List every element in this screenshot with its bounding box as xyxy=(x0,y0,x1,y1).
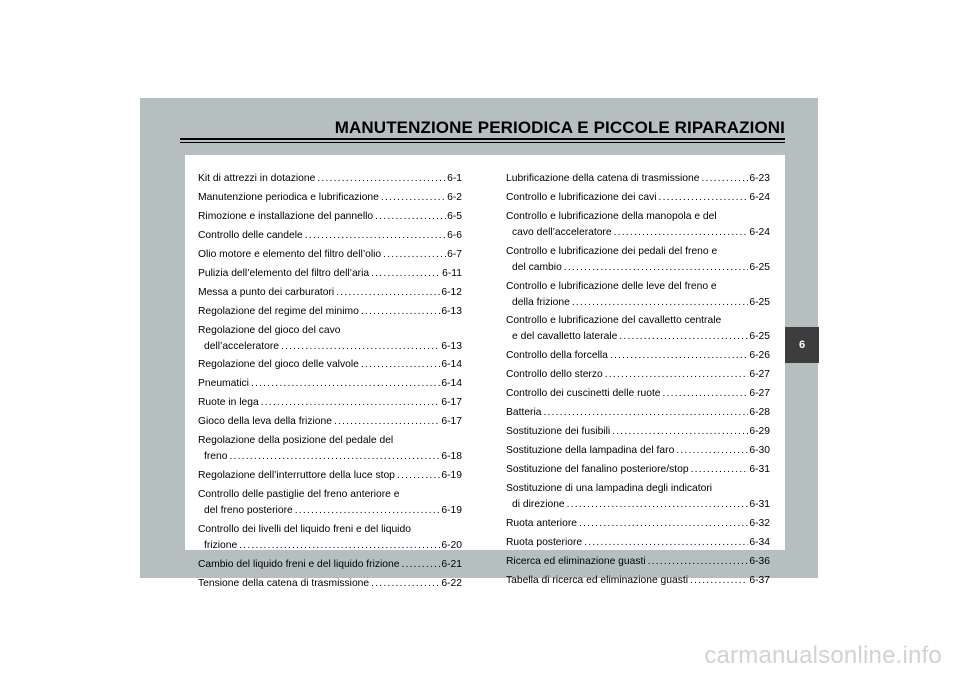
toc-entry-title: Ruota posteriore xyxy=(506,536,583,548)
toc-entry[interactable] xyxy=(198,209,462,225)
toc-entry[interactable] xyxy=(506,462,770,478)
toc-entry[interactable] xyxy=(506,481,770,513)
toc-entry-title-line1: Regolazione del gioco del cavo xyxy=(198,324,341,336)
toc-entry[interactable] xyxy=(506,405,770,421)
toc-entry-page: 6-22 xyxy=(441,577,462,589)
toc-entry-page: 6-27 xyxy=(749,388,770,400)
toc-entry-title: Olio motore e elemento del filtro dell’olio xyxy=(198,248,382,260)
toc-leader-dots xyxy=(544,405,749,421)
toc-entry-page: 6-12 xyxy=(441,286,462,298)
toc-entry-title: Sostituzione del fanalino posteriore/stop xyxy=(506,464,689,476)
toc-entry[interactable] xyxy=(506,573,770,589)
toc-entry-page: 6-36 xyxy=(749,555,770,567)
toc-leader-dots xyxy=(619,329,748,345)
toc-entry-title-line2 xyxy=(506,225,770,241)
toc-leader-dots xyxy=(691,462,749,478)
toc-entry-title: Ruote in lega xyxy=(198,397,259,409)
toc-left-column xyxy=(198,171,462,595)
toc-entry-page: 6-32 xyxy=(749,517,770,529)
toc-entry-title: Sostituzione dei fusibili xyxy=(506,426,611,438)
toc-leader-dots xyxy=(659,190,749,206)
toc-leader-dots xyxy=(305,228,446,244)
toc-entry-page: 6-25 xyxy=(749,296,770,308)
toc-entry[interactable] xyxy=(506,516,770,532)
toc-entry-title: Tensione della catena di trasmissione xyxy=(198,577,370,589)
toc-entry-title: Batteria xyxy=(506,407,542,419)
watermark: carmanualsonline.info xyxy=(704,642,942,669)
toc-entry-title-line2 xyxy=(198,538,462,554)
toc-entry-page: 6-6 xyxy=(447,229,462,241)
toc-entry-title-line2 xyxy=(506,260,770,276)
toc-entry[interactable] xyxy=(198,247,462,263)
toc-entry-title-line2 xyxy=(506,497,770,513)
toc-leader-dots xyxy=(361,304,441,320)
toc-entry[interactable] xyxy=(198,228,462,244)
toc-entry-title: del cambio xyxy=(512,261,562,273)
toc-entry[interactable] xyxy=(506,554,770,570)
toc-entry-title-line1: Controllo delle pastiglie del freno anteriore e xyxy=(198,489,400,501)
toc-entry-page: 6-19 xyxy=(441,470,462,482)
toc-entry-title-line2 xyxy=(506,295,770,311)
toc-leader-dots xyxy=(610,348,749,364)
toc-entry[interactable] xyxy=(198,522,462,554)
toc-leader-dots xyxy=(229,449,440,465)
toc-leader-dots xyxy=(381,190,446,206)
toc-leader-dots xyxy=(605,367,749,383)
title-rule xyxy=(180,138,785,140)
toc-entry-page: 6-26 xyxy=(749,350,770,362)
toc-entry-page: 6-23 xyxy=(749,173,770,184)
toc-entry-title-line2 xyxy=(198,503,462,519)
toc-entry[interactable] xyxy=(506,279,770,311)
toc-entry[interactable] xyxy=(506,386,770,402)
toc-entry-title: Ruota anteriore xyxy=(506,517,577,529)
toc-entry-page: 6-20 xyxy=(441,539,462,551)
toc-entry[interactable] xyxy=(198,190,462,206)
toc-entry-title-line2 xyxy=(198,449,462,465)
toc-entry[interactable] xyxy=(506,424,770,440)
toc-entry-title: Messa a punto dei carburatori xyxy=(198,286,335,298)
toc-leader-dots xyxy=(261,395,441,411)
toc-entry-page: 6-25 xyxy=(749,331,770,343)
toc-entry-page: 6-13 xyxy=(441,305,462,317)
toc-leader-dots xyxy=(572,295,749,311)
toc-entry-title: Pulizia dell’elemento del filtro dell’aria xyxy=(198,267,370,279)
toc-entry[interactable] xyxy=(198,576,462,592)
toc-entry-page: 6-31 xyxy=(749,464,770,476)
toc-entry-page: 6-25 xyxy=(749,261,770,273)
toc-entry[interactable] xyxy=(198,171,462,187)
toc-entry-title: Sostituzione della lampadina del faro xyxy=(506,445,675,457)
toc-entry-title: Kit di attrezzi in dotazione xyxy=(198,173,316,184)
toc-leader-dots xyxy=(383,247,446,263)
toc-entry[interactable] xyxy=(506,367,770,383)
toc-entry-title-line1: Controllo dei livelli del liquido freni e del liquido xyxy=(198,523,411,535)
title-rule-thin xyxy=(180,142,785,143)
toc-leader-dots xyxy=(648,554,749,570)
toc-entry[interactable] xyxy=(198,323,462,355)
toc-leader-dots xyxy=(663,386,749,402)
toc-entry-page: 6-31 xyxy=(749,498,770,510)
toc-leader-dots xyxy=(567,497,749,513)
toc-entry-page: 6-19 xyxy=(441,505,462,517)
toc-entry-title: Controllo e lubrificazione dei cavi xyxy=(506,191,657,203)
toc-leader-dots xyxy=(281,339,440,355)
toc-entry-title: Pneumatici xyxy=(198,378,249,390)
toc-entry-title: della frizione xyxy=(512,296,570,308)
toc-entry-page: 6-34 xyxy=(749,536,770,548)
toc-entry-page: 6-27 xyxy=(749,369,770,381)
toc-entry[interactable] xyxy=(198,285,462,301)
toc-entry-title: del freno posteriore xyxy=(204,505,293,517)
toc-entry-title: Controllo dello sterzo xyxy=(506,369,603,381)
toc-entry-title-line2 xyxy=(198,339,462,355)
toc-entry-page: 6-30 xyxy=(749,445,770,457)
toc-entry-page: 6-37 xyxy=(749,574,770,586)
toc-entry-page: 6-29 xyxy=(749,426,770,438)
toc-entry-title: di direzione xyxy=(512,498,565,510)
toc-entry[interactable] xyxy=(198,266,462,282)
toc-entry-title: frizione xyxy=(204,539,238,551)
toc-leader-dots xyxy=(401,557,440,573)
toc-entry-title: Regolazione del regime del minimo xyxy=(198,305,359,317)
toc-entry-page: 6-17 xyxy=(441,416,462,428)
toc-entry-title-line1: Controllo e lubrificazione delle leve del freno e xyxy=(506,280,717,292)
toc-entry-title: e del cavalletto laterale xyxy=(512,331,618,343)
toc-leader-dots xyxy=(371,576,440,592)
chapter-tab[interactable]: 6 xyxy=(785,327,819,363)
page-title: MANUTENZIONE PERIODICA E PICCOLE RIPARAZIONI xyxy=(334,118,785,137)
toc-leader-dots xyxy=(375,209,446,225)
toc-entry[interactable] xyxy=(506,348,770,364)
toc-leader-dots xyxy=(251,376,440,392)
toc-entry-page: 6-18 xyxy=(441,451,462,463)
toc-entry-title-line2 xyxy=(506,329,770,345)
toc-leader-dots xyxy=(239,538,440,554)
toc-leader-dots xyxy=(564,260,749,276)
toc-entry[interactable] xyxy=(198,487,462,519)
toc-entry-title: Gioco della leva della frizione xyxy=(198,416,332,428)
toc-entry-title: cavo dell’acceleratore xyxy=(512,226,612,238)
toc-entry-page: 6-14 xyxy=(441,359,462,371)
toc-entry[interactable] xyxy=(198,468,462,484)
toc-entry-title: Controllo della forcella xyxy=(506,350,608,362)
toc-entry[interactable] xyxy=(506,535,770,551)
toc-leader-dots xyxy=(397,468,440,484)
toc-entry-title: Manutenzione periodica e lubrificazione xyxy=(198,191,379,203)
toc-entry-title-line1: Controllo e lubrificazione della manopola e del xyxy=(506,210,717,222)
toc-entry-title: Controllo dei cuscinetti delle ruote xyxy=(506,388,661,400)
toc-entry-page: 6-14 xyxy=(441,378,462,390)
toc-entry[interactable] xyxy=(198,395,462,411)
toc-entry-title: freno xyxy=(204,451,228,463)
toc-entry-page: 6-21 xyxy=(441,558,462,570)
toc-leader-dots xyxy=(690,573,748,589)
toc-entry[interactable] xyxy=(506,209,770,241)
toc-leader-dots xyxy=(334,414,440,430)
toc-leader-dots xyxy=(701,171,748,187)
toc-entry-page: 6-28 xyxy=(749,407,770,419)
toc-entry-page: 6-17 xyxy=(441,397,462,409)
toc-entry[interactable] xyxy=(198,557,462,573)
toc-entry-title: Lubrificazione della catena di trasmissione xyxy=(506,173,700,184)
toc-entry[interactable] xyxy=(506,171,770,187)
toc-entry-title-line1: Controllo e lubrificazione del cavalletto centrale xyxy=(506,315,722,327)
toc-entry-page: 6-24 xyxy=(749,191,770,203)
toc-entry-title-line1: Regolazione della posizione del pedale del xyxy=(198,435,394,447)
toc-entry[interactable] xyxy=(198,433,462,465)
toc-entry-page: 6-5 xyxy=(447,210,462,222)
toc-leader-dots xyxy=(676,443,748,459)
toc-right-column xyxy=(506,171,770,592)
toc-entry-title: Ricerca ed eliminazione guasti xyxy=(506,555,646,567)
toc-entry-page: 6-1 xyxy=(447,173,462,184)
toc-leader-dots xyxy=(336,285,440,301)
toc-leader-dots xyxy=(612,424,748,440)
toc-entry-page: 6-2 xyxy=(447,191,462,203)
toc-entry[interactable] xyxy=(506,244,770,276)
toc-leader-dots xyxy=(614,225,749,241)
toc-leader-dots xyxy=(361,357,441,373)
toc-entry-title: dell’acceleratore xyxy=(204,340,279,352)
toc-entry-page: 6-11 xyxy=(442,267,462,279)
toc-entry-title: Rimozione e installazione del pannello xyxy=(198,210,374,222)
toc-entry[interactable] xyxy=(506,190,770,206)
toc-entry-title: Controllo delle candele xyxy=(198,229,303,241)
toc-entry-title: Tabella di ricerca ed eliminazione guasti xyxy=(506,574,689,586)
toc-entry[interactable] xyxy=(506,443,770,459)
toc-entry-page: 6-7 xyxy=(447,248,462,260)
toc-entry-title: Cambio del liquido freni e del liquido frizione xyxy=(198,558,400,570)
toc-entry-page: 6-13 xyxy=(441,340,462,352)
toc-entry[interactable] xyxy=(506,313,770,345)
toc-entry[interactable] xyxy=(198,414,462,430)
toc-leader-dots xyxy=(371,266,441,282)
toc-entry-title-line1: Sostituzione di una lampadina degli indicatori xyxy=(506,483,713,495)
toc-entry-title: Regolazione del gioco delle valvole xyxy=(198,359,359,371)
toc-leader-dots xyxy=(584,535,748,551)
toc-leader-dots xyxy=(295,503,441,519)
toc-entry[interactable] xyxy=(198,357,462,373)
toc-leader-dots xyxy=(579,516,748,532)
toc-entry[interactable] xyxy=(198,376,462,392)
toc-entry-title: Regolazione dell’interruttore della luce stop xyxy=(198,470,395,482)
toc-leader-dots xyxy=(317,171,446,187)
toc-entry[interactable] xyxy=(198,304,462,320)
toc-entry-page: 6-24 xyxy=(749,226,770,238)
toc-entry-title-line1: Controllo e lubrificazione dei pedali del freno e xyxy=(506,245,718,257)
